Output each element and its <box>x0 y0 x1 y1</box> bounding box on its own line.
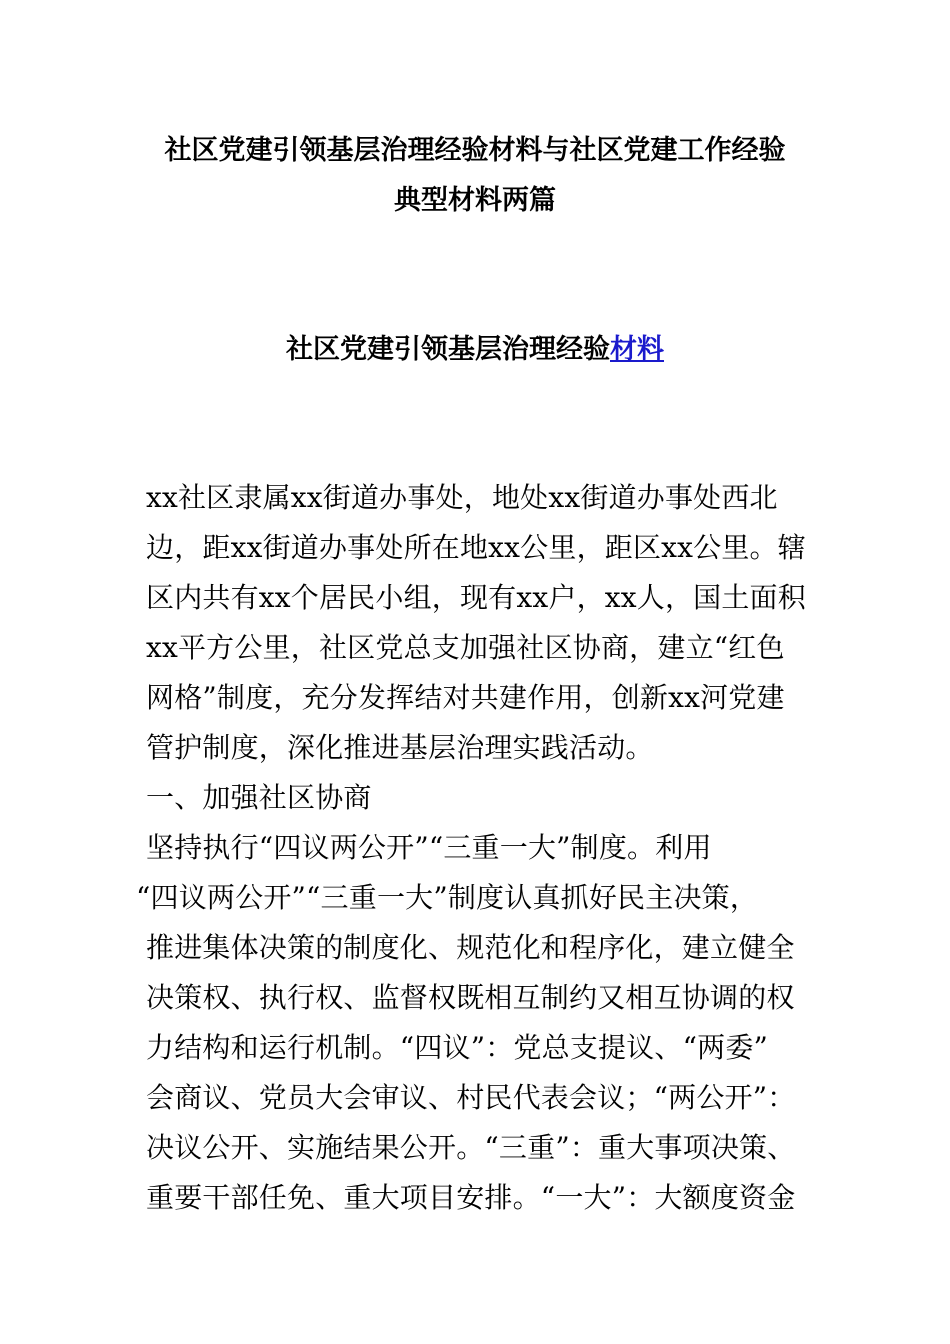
paragraph-line: xx社区隶属xx街道办事处，地处xx街道办事处西北 <box>146 481 778 514</box>
document-title-line-1: 社区党建引领基层治理经验材料与社区党建工作经验 <box>164 135 786 166</box>
section-title-text: 社区党建引领基层治理经验 <box>286 334 610 365</box>
paragraph-line: 推进集体决策的制度化、规范化和程序化，建立健全 <box>146 931 795 964</box>
paragraph-line: 决策权、执行权、监督权既相互制约又相互协调的权 <box>146 981 795 1014</box>
paragraph-line: 边，距xx街道办事处所在地xx公里，距区xx公里。辖 <box>146 531 806 564</box>
document-title-line-2: 典型材料两篇 <box>394 185 556 216</box>
section-heading: 一、加强社区协商 <box>146 781 372 814</box>
paragraph-line: 坚持执行“四议两公开”“三重一大”制度。利用 <box>146 831 712 864</box>
paragraph-line: 重要干部任免、重大项目安排。“一大”：大额度资金 <box>146 1181 796 1214</box>
section-title-link[interactable]: 材料 <box>610 334 664 365</box>
paragraph-line: 管护制度，深化推进基层治理实践活动。 <box>146 731 654 764</box>
paragraph-line: 网格”制度，充分发挥结对共建作用，创新xx河党建 <box>146 681 785 714</box>
paragraph-line: 会商议、党员大会审议、村民代表会议；“两公开”： <box>146 1081 796 1114</box>
section-title <box>120 334 830 366</box>
paragraph-line: 力结构和运行机制。“四议”：党总支提议、“两委” <box>146 1031 769 1064</box>
paragraph-line: 决议公开、实施结果公开。“三重”：重大事项决策、 <box>146 1131 796 1164</box>
paragraph-line: “四议两公开”“三重一大”制度认真抓好民主决策， <box>136 881 759 914</box>
paragraph-line: xx平方公里，社区党总支加强社区协商，建立“红色 <box>146 631 785 664</box>
paragraph-line: 区内共有xx个居民小组，现有xx户，xx人，国土面积 <box>146 581 806 614</box>
